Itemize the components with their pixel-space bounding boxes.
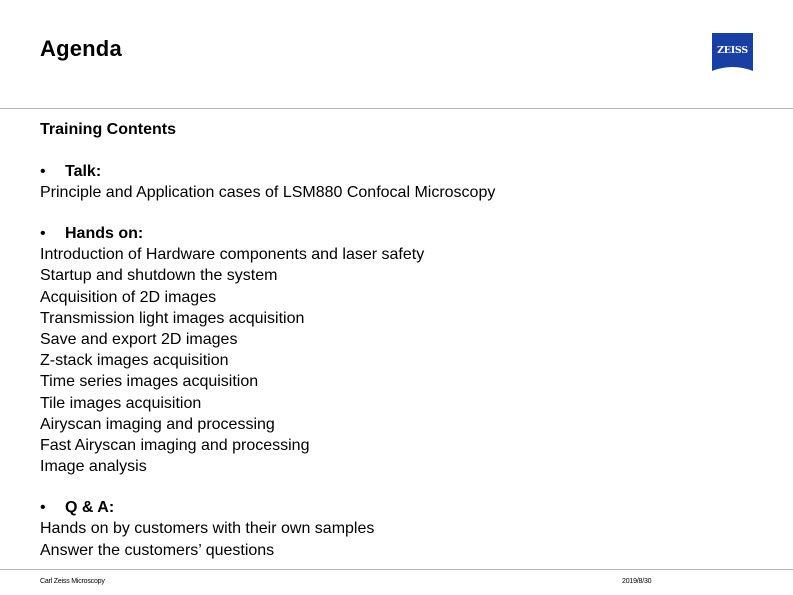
slide-title: Agenda xyxy=(40,36,122,61)
zeiss-logo xyxy=(712,33,753,75)
training-contents-heading: Training Contents xyxy=(40,121,176,138)
header-divider xyxy=(0,108,793,109)
bullet-icon: • xyxy=(40,225,46,243)
qa-bullet-heading xyxy=(40,497,760,518)
footer-divider xyxy=(0,569,793,570)
list-item: Acquisition of 2D images xyxy=(40,288,217,306)
list-item: Answer the customers’ questions xyxy=(40,541,275,559)
talk-label: Talk: xyxy=(65,163,102,180)
list-item: Image analysis xyxy=(40,458,147,476)
list-item: Hands on by customers with their own samples xyxy=(40,520,375,538)
list-item: Introduction of Hardware components and laser safety xyxy=(40,246,425,264)
list-item: Fast Airyscan imaging and processing xyxy=(40,437,310,455)
footer-date: 2019/8/30 xyxy=(622,578,652,585)
bullet-icon: • xyxy=(40,163,46,180)
list-item: Time series images acquisition xyxy=(40,373,259,391)
zeiss-logo-text: ZEISS xyxy=(717,45,748,56)
list-item: Z-stack images acquisition xyxy=(40,352,229,370)
hands-on-label: Hands on: xyxy=(65,225,144,243)
list-item: Principle and Application cases of LSM880 Confocal Microscopy xyxy=(40,184,496,201)
list-item: Transmission light images acquisition xyxy=(40,309,305,327)
list-item: Tile images acquisition xyxy=(40,394,202,412)
agenda-content xyxy=(40,119,760,561)
list-item: Save and export 2D images xyxy=(40,331,238,349)
bullet-icon: • xyxy=(40,499,46,517)
hands-on-bullet-heading xyxy=(40,223,760,244)
qa-label: Q & A: xyxy=(65,499,115,517)
list-item: Startup and shutdown the system xyxy=(40,267,278,285)
list-item: Airyscan imaging and processing xyxy=(40,415,275,433)
footer-company: Carl Zeiss Microscopy xyxy=(40,578,105,585)
talk-bullet-heading xyxy=(40,161,760,182)
